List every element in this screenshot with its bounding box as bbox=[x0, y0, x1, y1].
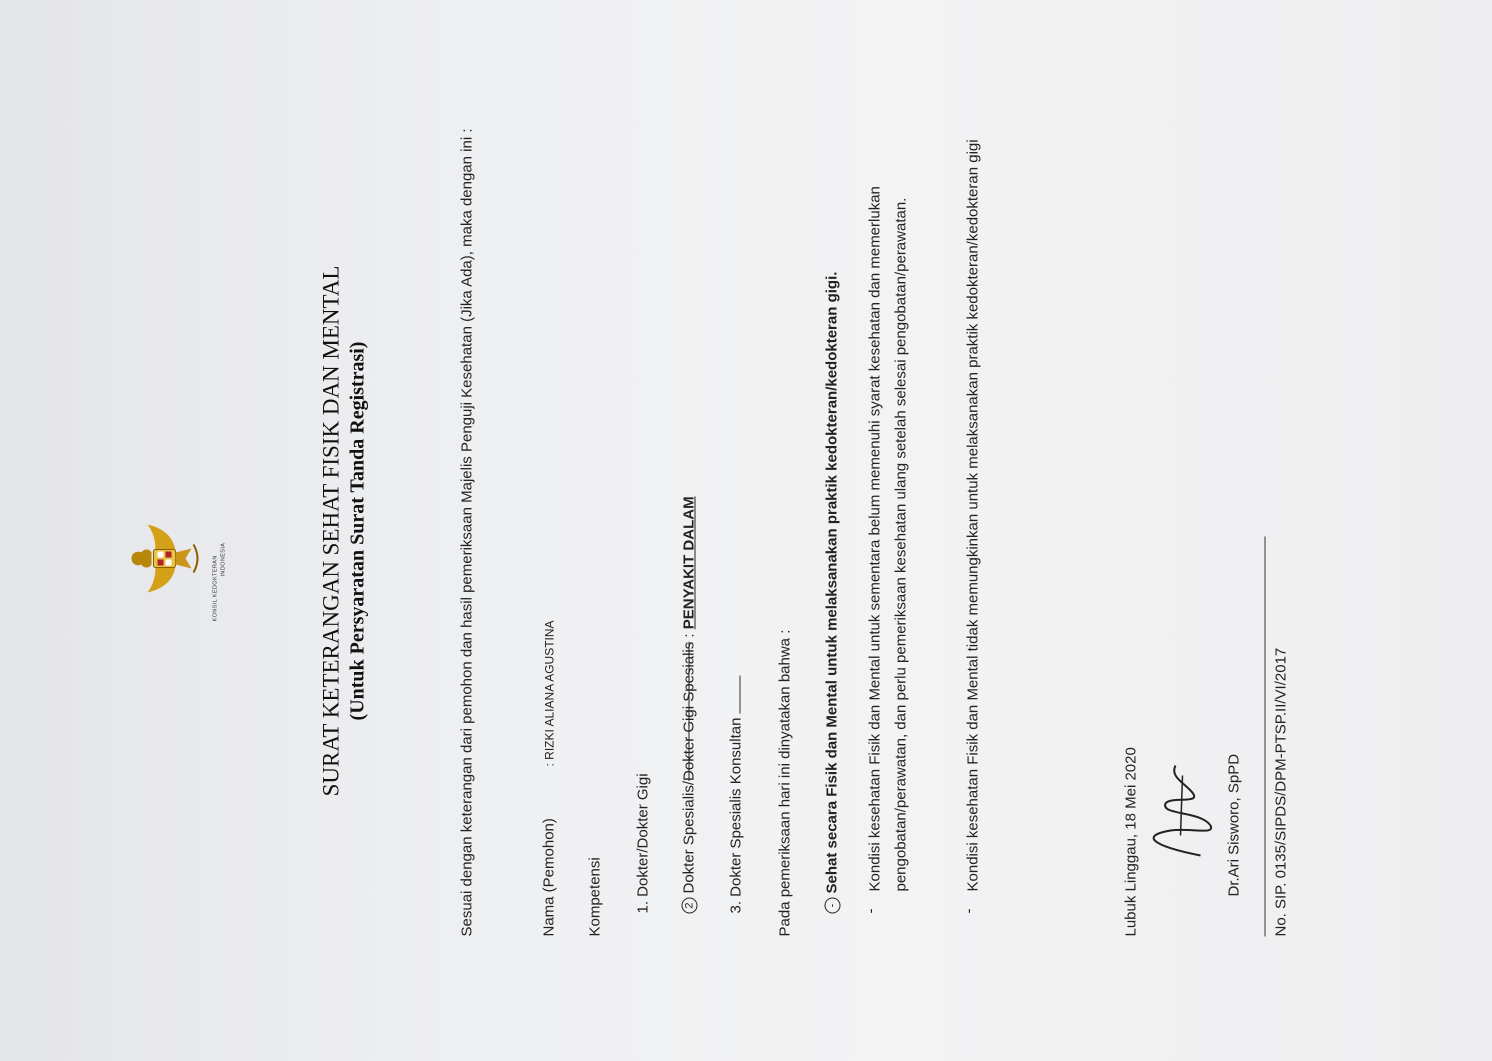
item2-colon: : bbox=[680, 628, 697, 642]
intro-paragraph: Sesuai dengan keterangan dari pemohon dan hasil pemeriksaan Majelis Penguji Kesehatan (Jika Ada), maka dengan ini : bbox=[458, 127, 475, 936]
item2-value: PENYAKIT DALAM bbox=[680, 495, 697, 629]
kompetensi-label: Kompetensi bbox=[586, 856, 603, 936]
place-date: Lubuk Linggau, 18 Mei 2020 bbox=[1122, 746, 1139, 936]
circled-dash-mark: - bbox=[824, 897, 840, 913]
kompetensi-item-2 bbox=[680, 496, 697, 913]
item2-struck-text: Dokter Gigi Spesialis bbox=[680, 641, 697, 781]
signer-name: Dr.Ari Sisworo, SpPD bbox=[1225, 753, 1242, 896]
option-dash-1: - bbox=[862, 908, 879, 913]
name-value: : RIZKI ALIANA AGUSTINA bbox=[542, 619, 556, 766]
emblem-caption-1: KONSIL KEDOKTERAN bbox=[212, 554, 218, 621]
option-3-text: Kondisi kesehatan Fisik dan Mental tidak memungkinkan untuk melaksanakan praktik kedokteran/kedokteran gigi bbox=[964, 138, 981, 891]
garuda-emblem-icon bbox=[125, 518, 205, 598]
kompetensi-item-3 bbox=[727, 675, 744, 913]
item3-label: 3. Dokter Spesialis Konsultan bbox=[727, 717, 744, 913]
circled-number-mark: 2 bbox=[681, 897, 697, 913]
signature-scribble-icon bbox=[1130, 745, 1230, 865]
option-dash-2: - bbox=[960, 908, 977, 913]
blank-line bbox=[727, 675, 740, 713]
item2-prefix: Dokter Spesialis/ bbox=[680, 780, 697, 893]
sip-number: No. SIP. 0135/SIPDS/DPM-PTSP.II/VI/2017 bbox=[1272, 647, 1289, 936]
option-2-text: Kondisi kesehatan Fisik dan Mental untuk sementara belum memenuhi syarat kesehatan dan memerlukan pengobatan/perawatan, dan perlu pemeriksaan kesehatan ulang setelah selesai pengobatan/perawatan. bbox=[866, 185, 909, 891]
emblem-caption-2: INDONESIA bbox=[220, 542, 226, 576]
name-label: Nama (Pemohon) bbox=[540, 817, 557, 936]
result-intro: Pada pemeriksaan hari ini dinyatakan bahwa : bbox=[776, 629, 793, 936]
sip-divider bbox=[1264, 536, 1265, 936]
result-selected-text: Sehat secara Fisik dan Mental untuk melaksanakan praktik kedokteran/kedokteran gigi. bbox=[823, 271, 840, 893]
document-subtitle: (Untuk Persyaratan Surat Tanda Registrasi) bbox=[346, 341, 368, 720]
kompetensi-item-1: 1. Dokter/Dokter Gigi bbox=[634, 772, 651, 913]
document-title: SURAT KETERANGAN SEHAT FISIK DAN MENTAL bbox=[318, 265, 343, 796]
result-selected bbox=[823, 271, 840, 913]
